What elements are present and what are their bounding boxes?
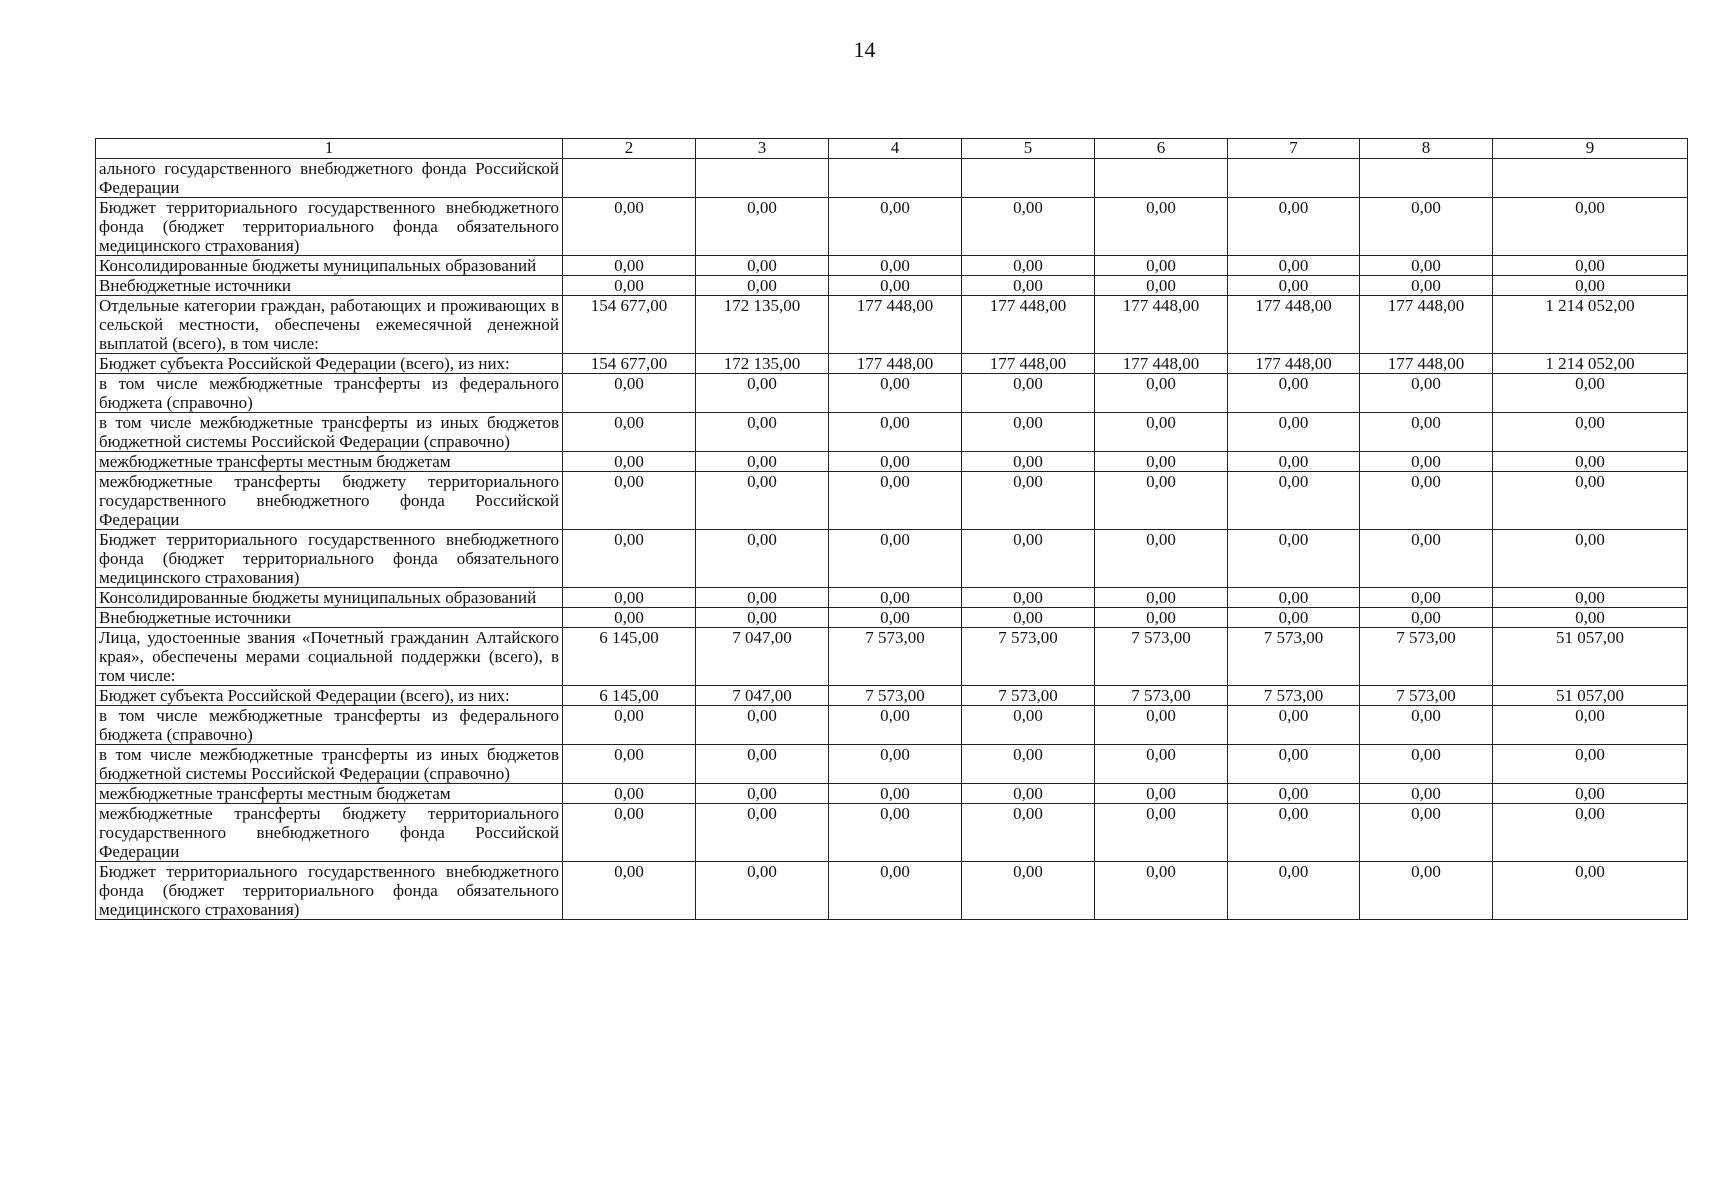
- value-cell: 0,00: [1228, 784, 1360, 804]
- row-label: Бюджет территориального государственного внебюджетного фонда (бюджет территориального фонда обязательного медицинского страхования): [96, 198, 563, 256]
- table-row: [96, 530, 1688, 588]
- table-row: [96, 296, 1688, 354]
- value-cell: 0,00: [829, 530, 962, 588]
- value-cell: 0,00: [1493, 706, 1688, 745]
- column-number: 2: [563, 139, 696, 159]
- value-cell: 0,00: [962, 706, 1095, 745]
- value-cell: 0,00: [1493, 256, 1688, 276]
- value-cell: 0,00: [1228, 804, 1360, 862]
- value-cell: [962, 159, 1095, 198]
- value-cell: 177 448,00: [829, 354, 962, 374]
- value-cell: 0,00: [563, 862, 696, 920]
- value-cell: 7 573,00: [829, 686, 962, 706]
- row-label: Внебюджетные источники: [96, 608, 563, 628]
- value-cell: 177 448,00: [1095, 296, 1228, 354]
- value-cell: 177 448,00: [1360, 296, 1493, 354]
- column-number: 9: [1493, 139, 1688, 159]
- value-cell: 0,00: [563, 374, 696, 413]
- value-cell: 0,00: [829, 804, 962, 862]
- column-number: 6: [1095, 139, 1228, 159]
- row-label: в том числе межбюджетные трансферты из иных бюджетов бюджетной системы Российской Федерации (справочно): [96, 413, 563, 452]
- value-cell: 177 448,00: [1228, 296, 1360, 354]
- value-cell: 0,00: [563, 256, 696, 276]
- row-label: Консолидированные бюджеты муниципальных образований: [96, 256, 563, 276]
- value-cell: [1360, 159, 1493, 198]
- value-cell: 0,00: [1228, 588, 1360, 608]
- table-row: [96, 198, 1688, 256]
- column-number: 3: [696, 139, 829, 159]
- value-cell: 0,00: [1360, 784, 1493, 804]
- table-row: [96, 784, 1688, 804]
- budget-table: [95, 138, 1688, 920]
- value-cell: 0,00: [1493, 198, 1688, 256]
- table-row: [96, 862, 1688, 920]
- value-cell: 7 573,00: [1095, 686, 1228, 706]
- value-cell: 0,00: [696, 745, 829, 784]
- value-cell: 0,00: [1493, 804, 1688, 862]
- value-cell: 0,00: [563, 472, 696, 530]
- row-label: межбюджетные трансферты местным бюджетам: [96, 452, 563, 472]
- value-cell: 0,00: [1095, 413, 1228, 452]
- value-cell: 0,00: [1493, 413, 1688, 452]
- value-cell: 0,00: [1228, 198, 1360, 256]
- value-cell: 0,00: [563, 276, 696, 296]
- value-cell: 0,00: [1228, 452, 1360, 472]
- value-cell: 0,00: [1493, 608, 1688, 628]
- value-cell: 0,00: [696, 374, 829, 413]
- value-cell: 0,00: [563, 198, 696, 256]
- value-cell: 0,00: [829, 452, 962, 472]
- value-cell: 0,00: [829, 276, 962, 296]
- value-cell: 7 573,00: [829, 628, 962, 686]
- value-cell: 0,00: [696, 452, 829, 472]
- value-cell: 0,00: [962, 374, 1095, 413]
- value-cell: 0,00: [962, 530, 1095, 588]
- value-cell: 0,00: [962, 862, 1095, 920]
- table-row: [96, 588, 1688, 608]
- value-cell: [563, 159, 696, 198]
- row-label: Консолидированные бюджеты муниципальных образований: [96, 588, 563, 608]
- value-cell: 0,00: [1493, 588, 1688, 608]
- value-cell: 6 145,00: [563, 686, 696, 706]
- column-number: 5: [962, 139, 1095, 159]
- value-cell: 0,00: [696, 256, 829, 276]
- value-cell: 177 448,00: [1228, 354, 1360, 374]
- value-cell: 0,00: [1493, 276, 1688, 296]
- value-cell: 0,00: [962, 276, 1095, 296]
- value-cell: 0,00: [829, 706, 962, 745]
- value-cell: 0,00: [1095, 706, 1228, 745]
- value-cell: 0,00: [1493, 472, 1688, 530]
- value-cell: 0,00: [563, 530, 696, 588]
- value-cell: 0,00: [563, 745, 696, 784]
- row-label: Бюджет территориального государственного внебюджетного фонда (бюджет территориального фонда обязательного медицинского страхования): [96, 530, 563, 588]
- value-cell: 0,00: [1228, 374, 1360, 413]
- value-cell: 7 047,00: [696, 686, 829, 706]
- value-cell: 0,00: [1228, 472, 1360, 530]
- value-cell: 0,00: [1360, 413, 1493, 452]
- value-cell: 0,00: [1228, 745, 1360, 784]
- value-cell: [1095, 159, 1228, 198]
- value-cell: 0,00: [1228, 706, 1360, 745]
- value-cell: 0,00: [829, 256, 962, 276]
- value-cell: 0,00: [962, 198, 1095, 256]
- column-number: 8: [1360, 139, 1493, 159]
- value-cell: 0,00: [1360, 588, 1493, 608]
- value-cell: 172 135,00: [696, 296, 829, 354]
- value-cell: 0,00: [1095, 374, 1228, 413]
- value-cell: 0,00: [696, 472, 829, 530]
- value-cell: 0,00: [962, 745, 1095, 784]
- table-body: [96, 139, 1688, 920]
- value-cell: 51 057,00: [1493, 628, 1688, 686]
- value-cell: 0,00: [696, 413, 829, 452]
- value-cell: [696, 159, 829, 198]
- value-cell: 0,00: [1095, 276, 1228, 296]
- row-label: Отдельные категории граждан, работающих и проживающих в сельской местности, обеспечены ежемесячной денежной выплатой (всего), в том числе:: [96, 296, 563, 354]
- value-cell: 0,00: [1360, 862, 1493, 920]
- table-row: [96, 256, 1688, 276]
- page-number: 14: [853, 37, 876, 62]
- value-cell: 0,00: [829, 784, 962, 804]
- value-cell: 0,00: [1095, 608, 1228, 628]
- value-cell: 7 573,00: [1360, 686, 1493, 706]
- row-label: межбюджетные трансферты местным бюджетам: [96, 784, 563, 804]
- value-cell: 0,00: [1228, 608, 1360, 628]
- value-cell: 0,00: [1360, 608, 1493, 628]
- value-cell: 0,00: [563, 588, 696, 608]
- value-cell: 0,00: [1095, 588, 1228, 608]
- value-cell: 0,00: [1095, 198, 1228, 256]
- row-label: в том числе межбюджетные трансферты из федерального бюджета (справочно): [96, 374, 563, 413]
- value-cell: 7 573,00: [962, 628, 1095, 686]
- value-cell: 177 448,00: [829, 296, 962, 354]
- value-cell: 0,00: [1360, 472, 1493, 530]
- value-cell: 0,00: [696, 706, 829, 745]
- table-row: [96, 354, 1688, 374]
- column-number-row: [96, 139, 1688, 159]
- value-cell: 177 448,00: [962, 296, 1095, 354]
- value-cell: 0,00: [1095, 452, 1228, 472]
- value-cell: 0,00: [696, 862, 829, 920]
- table-row: [96, 628, 1688, 686]
- value-cell: 0,00: [829, 472, 962, 530]
- value-cell: 0,00: [1493, 745, 1688, 784]
- row-label: Бюджет субъекта Российской Федерации (всего), из них:: [96, 686, 563, 706]
- table-row: [96, 452, 1688, 472]
- row-label: Внебюджетные источники: [96, 276, 563, 296]
- table-row: [96, 472, 1688, 530]
- table-row: [96, 374, 1688, 413]
- value-cell: 7 573,00: [1228, 686, 1360, 706]
- value-cell: 0,00: [1360, 276, 1493, 296]
- value-cell: 0,00: [1360, 374, 1493, 413]
- value-cell: 172 135,00: [696, 354, 829, 374]
- table-row: [96, 159, 1688, 198]
- value-cell: 0,00: [1493, 862, 1688, 920]
- value-cell: 51 057,00: [1493, 686, 1688, 706]
- value-cell: 0,00: [1095, 745, 1228, 784]
- row-label: Бюджет субъекта Российской Федерации (всего), из них:: [96, 354, 563, 374]
- column-number: 4: [829, 139, 962, 159]
- value-cell: 1 214 052,00: [1493, 354, 1688, 374]
- value-cell: 0,00: [962, 588, 1095, 608]
- value-cell: 0,00: [1228, 862, 1360, 920]
- value-cell: 0,00: [563, 608, 696, 628]
- row-label: ального государственного внебюджетного фонда Российской Федерации: [96, 159, 563, 198]
- value-cell: 0,00: [1360, 706, 1493, 745]
- value-cell: 0,00: [962, 608, 1095, 628]
- value-cell: 0,00: [696, 804, 829, 862]
- value-cell: 0,00: [1360, 256, 1493, 276]
- value-cell: 0,00: [1228, 530, 1360, 588]
- value-cell: 154 677,00: [563, 354, 696, 374]
- value-cell: 0,00: [1360, 452, 1493, 472]
- value-cell: [829, 159, 962, 198]
- value-cell: 1 214 052,00: [1493, 296, 1688, 354]
- value-cell: 0,00: [829, 413, 962, 452]
- value-cell: 0,00: [696, 276, 829, 296]
- value-cell: 0,00: [1493, 452, 1688, 472]
- value-cell: 0,00: [1360, 804, 1493, 862]
- value-cell: 177 448,00: [962, 354, 1095, 374]
- value-cell: 0,00: [1228, 413, 1360, 452]
- value-cell: 0,00: [1095, 256, 1228, 276]
- table-row: [96, 413, 1688, 452]
- value-cell: 7 047,00: [696, 628, 829, 686]
- value-cell: 7 573,00: [1095, 628, 1228, 686]
- row-label: межбюджетные трансферты бюджету территориального государственного внебюджетного фонда Российской Федерации: [96, 472, 563, 530]
- table-row: [96, 804, 1688, 862]
- value-cell: 0,00: [1360, 198, 1493, 256]
- value-cell: [1228, 159, 1360, 198]
- value-cell: 0,00: [962, 413, 1095, 452]
- table-row: [96, 686, 1688, 706]
- column-number: 1: [96, 139, 563, 159]
- value-cell: 0,00: [563, 706, 696, 745]
- value-cell: 0,00: [563, 804, 696, 862]
- value-cell: 0,00: [1360, 745, 1493, 784]
- row-label: в том числе межбюджетные трансферты из иных бюджетов бюджетной системы Российской Федерации (справочно): [96, 745, 563, 784]
- value-cell: 0,00: [829, 862, 962, 920]
- value-cell: 0,00: [1095, 472, 1228, 530]
- value-cell: 7 573,00: [962, 686, 1095, 706]
- value-cell: 0,00: [696, 198, 829, 256]
- value-cell: 0,00: [696, 588, 829, 608]
- value-cell: 0,00: [962, 256, 1095, 276]
- value-cell: 7 573,00: [1360, 628, 1493, 686]
- value-cell: 0,00: [696, 608, 829, 628]
- table-row: [96, 608, 1688, 628]
- value-cell: 0,00: [563, 413, 696, 452]
- value-cell: 0,00: [1095, 530, 1228, 588]
- value-cell: [1493, 159, 1688, 198]
- value-cell: 0,00: [1360, 530, 1493, 588]
- value-cell: 0,00: [962, 804, 1095, 862]
- value-cell: 0,00: [829, 745, 962, 784]
- value-cell: 0,00: [696, 530, 829, 588]
- table-row: [96, 706, 1688, 745]
- value-cell: 0,00: [1493, 784, 1688, 804]
- value-cell: 0,00: [1095, 804, 1228, 862]
- column-number: 7: [1228, 139, 1360, 159]
- value-cell: 0,00: [829, 588, 962, 608]
- value-cell: 0,00: [1493, 530, 1688, 588]
- value-cell: 0,00: [1095, 862, 1228, 920]
- table-row: [96, 745, 1688, 784]
- value-cell: 0,00: [829, 374, 962, 413]
- value-cell: 0,00: [1228, 256, 1360, 276]
- value-cell: 0,00: [1095, 784, 1228, 804]
- value-cell: 0,00: [1228, 276, 1360, 296]
- row-label: межбюджетные трансферты бюджету территориального государственного внебюджетного фонда Российской Федерации: [96, 804, 563, 862]
- value-cell: 7 573,00: [1228, 628, 1360, 686]
- value-cell: 0,00: [696, 784, 829, 804]
- value-cell: 0,00: [962, 472, 1095, 530]
- row-label: Лица, удостоенные звания «Почетный гражданин Алтайского края», обеспечены мерами социальной поддержки (всего), в том числе:: [96, 628, 563, 686]
- table-row: [96, 276, 1688, 296]
- row-label: Бюджет территориального государственного внебюджетного фонда (бюджет территориального фонда обязательного медицинского страхования): [96, 862, 563, 920]
- value-cell: 177 448,00: [1360, 354, 1493, 374]
- value-cell: 0,00: [563, 784, 696, 804]
- value-cell: 0,00: [962, 784, 1095, 804]
- value-cell: 0,00: [962, 452, 1095, 472]
- value-cell: 6 145,00: [563, 628, 696, 686]
- row-label: в том числе межбюджетные трансферты из федерального бюджета (справочно): [96, 706, 563, 745]
- value-cell: 0,00: [829, 198, 962, 256]
- value-cell: 0,00: [1493, 374, 1688, 413]
- value-cell: 177 448,00: [1095, 354, 1228, 374]
- value-cell: 0,00: [829, 608, 962, 628]
- value-cell: 0,00: [563, 452, 696, 472]
- value-cell: 154 677,00: [563, 296, 696, 354]
